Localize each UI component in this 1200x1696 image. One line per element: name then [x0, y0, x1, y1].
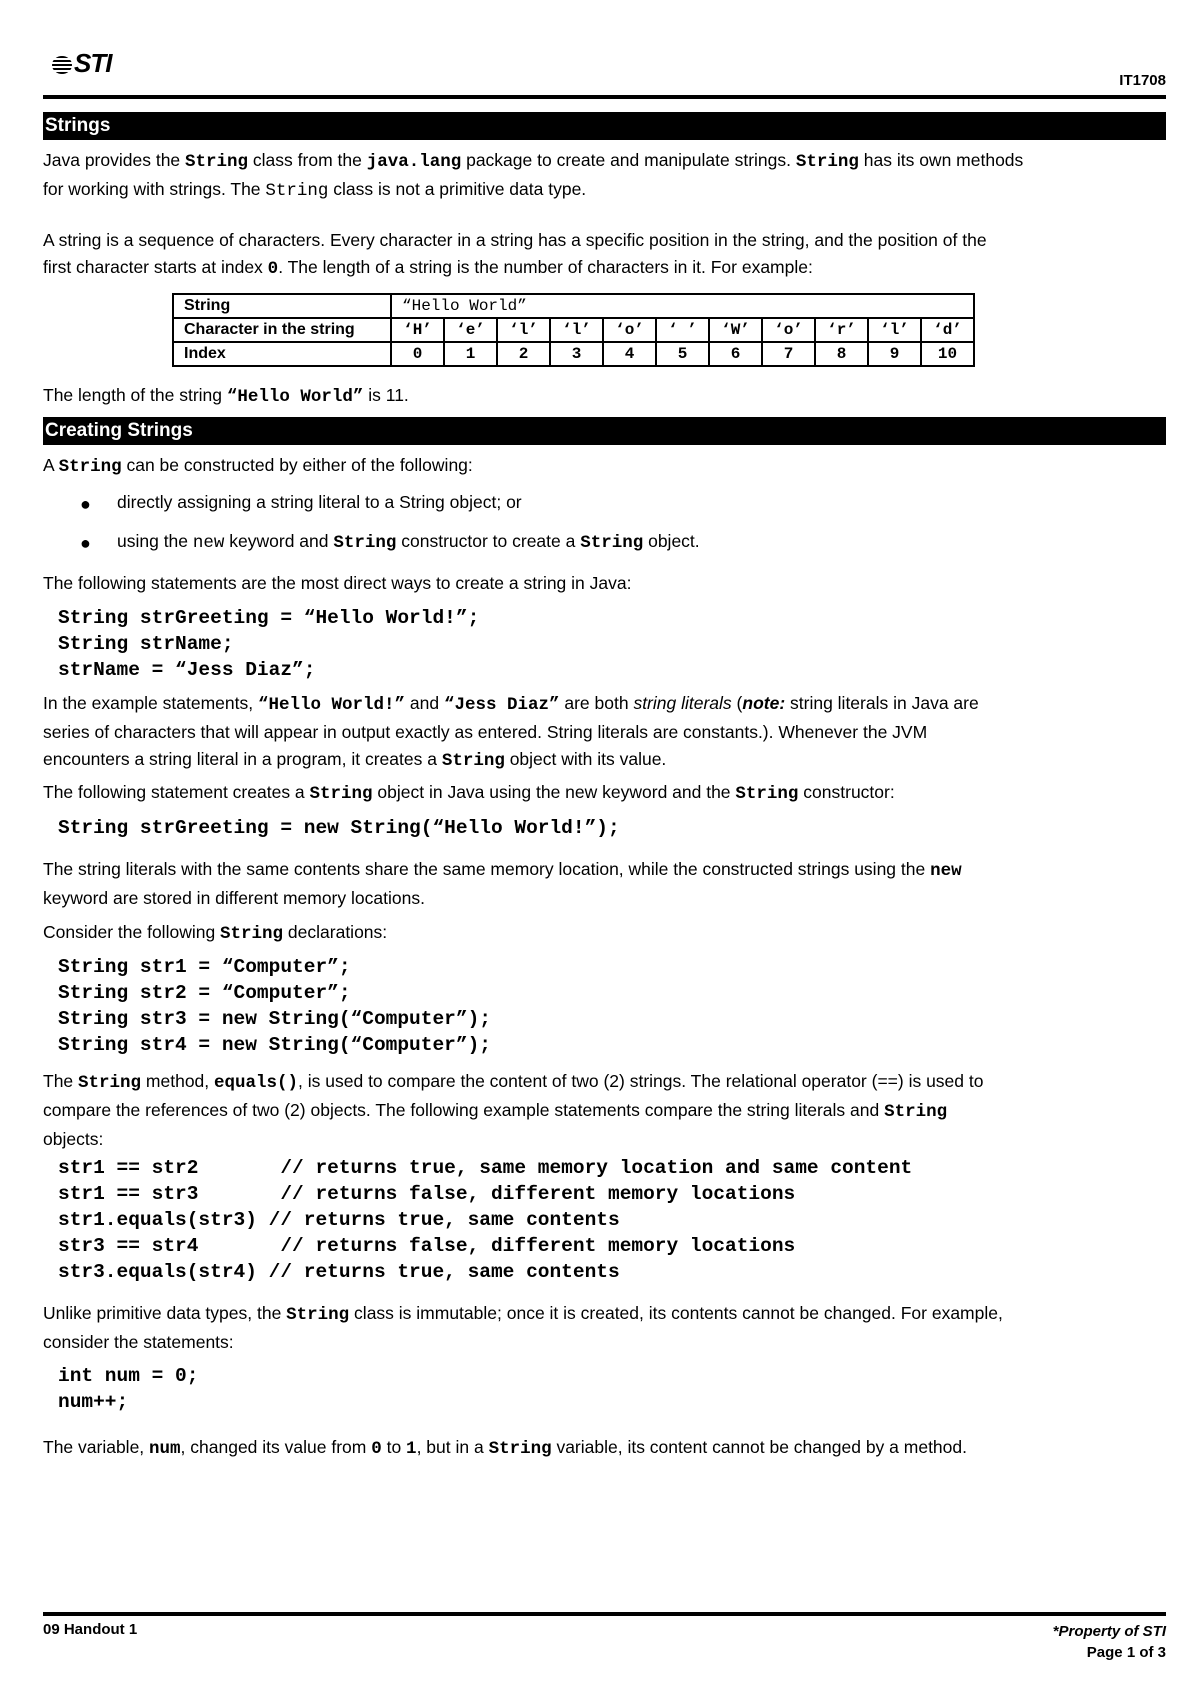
index-cell: 5	[656, 342, 709, 366]
paragraph-memory: The string literals with the same contents share the same memory location, while the constructed strings using the new keyword are stored in different memory locations.	[43, 859, 962, 908]
section-title-creating-strings: Creating Strings	[43, 417, 1166, 445]
bullet-dot-icon: ●	[80, 494, 91, 514]
char-cell: ‘e’	[444, 318, 497, 342]
paragraph-new-keyword: The following statement creates a String object in Java using the new keyword and the String constructor:	[43, 782, 895, 804]
footer-handout-label: 09 Handout 1	[43, 1621, 138, 1638]
index-cell: 4	[603, 342, 656, 366]
paragraph-sequence: A string is a sequence of characters. Every character in a string has a specific position in the string, and the position of the first character starts at index 0. The length of a string is the number of characters in it. For example:	[43, 230, 987, 279]
code-block-constructor: String strGreeting = new String(“Hello World!”);	[58, 817, 620, 839]
paragraph-length: The length of the string “Hello World” is 11.	[43, 385, 409, 407]
code-block-increment: int num = 0; num++;	[58, 1365, 199, 1413]
index-cell: 10	[921, 342, 974, 366]
code-block-declarations: String str1 = “Computer”; String str2 = “Computer”; String str3 = new String(“Computer”); String str4 = new String(“Computer”);	[58, 956, 491, 1056]
paragraph-final: The variable, num, changed its value from 0 to 1, but in a String variable, its content cannot be changed by a method.	[43, 1437, 967, 1459]
page-number: Page 1 of 3	[1086, 1644, 1166, 1661]
table-row	[173, 342, 974, 366]
document-code: IT1708	[1119, 72, 1166, 89]
table-row	[173, 318, 974, 342]
logo-globe-icon	[52, 56, 72, 74]
char-cell: ‘l’	[868, 318, 921, 342]
char-cell: ‘d’	[921, 318, 974, 342]
property-notice: *Property of STI	[1052, 1623, 1166, 1640]
index-cell: 2	[497, 342, 550, 366]
char-cell: ‘H’	[391, 318, 444, 342]
char-cell: ‘r’	[815, 318, 868, 342]
header-rule	[43, 95, 1166, 99]
paragraph-string-literals: In the example statements, “Hello World!” and “Jess Diaz” are both string literals (note: string literals in Java are series of characters that will appear in output exactly as entered. String literals are constants.). Whenever the JVM encounters a string literal in a program, it creates a String object with its value.	[43, 693, 979, 771]
sti-logo: STI	[52, 48, 111, 79]
bullet-item-constructor: using the new keyword and String constructor to create a String object.	[117, 531, 700, 553]
char-cell: ‘o’	[603, 318, 656, 342]
hello-world-index-table	[172, 293, 975, 367]
char-cell: ‘W’	[709, 318, 762, 342]
paragraph-immutable: Unlike primitive data types, the String class is immutable; once it is created, its contents cannot be changed. For example, consider the statements:	[43, 1303, 1003, 1352]
paragraph-direct-ways: The following statements are the most direct ways to create a string in Java:	[43, 573, 632, 593]
row-label-characters: Character in the string	[173, 318, 391, 342]
section-title-strings: Strings	[43, 112, 1166, 140]
bullet-item-literal: directly assigning a string literal to a String object; or	[117, 492, 522, 512]
paragraph-intro: Java provides the String class from the java.lang package to create and manipulate strings. String has its own methods for working with strings. The String class is not a primitive data type.	[43, 150, 1024, 201]
index-cell: 3	[550, 342, 603, 366]
paragraph-consider: Consider the following String declarations:	[43, 922, 388, 944]
row-label-index: Index	[173, 342, 391, 366]
paragraph-construct: A String can be constructed by either of the following:	[43, 455, 473, 477]
code-block-comparisons: str1 == str2 // returns true, same memory location and same content str1 == str3 // returns false, different memory locations str1.equals(str3) // returns true, same contents str3 == str4 // returns false, different memory locations str3.equals(str4) // returns true, same contents	[58, 1157, 913, 1283]
index-cell: 1	[444, 342, 497, 366]
index-cell: 0	[391, 342, 444, 366]
index-cell: 7	[762, 342, 815, 366]
bullet-dot-icon: ●	[80, 533, 91, 553]
index-cell: 8	[815, 342, 868, 366]
char-cell: ‘l’	[550, 318, 603, 342]
index-cell: 6	[709, 342, 762, 366]
char-cell: ‘l’	[497, 318, 550, 342]
footer-page-info	[1053, 1621, 1166, 1663]
footer-rule	[43, 1612, 1166, 1616]
table-row	[173, 294, 974, 318]
string-value: “Hello World”	[391, 294, 974, 318]
paragraph-equals: The String method, equals(), is used to compare the content of two (2) strings. The relational operator (==) is used to compare the references of two (2) objects. The following example statements compare the string literals and String objects:	[43, 1071, 984, 1149]
index-cell: 9	[868, 342, 921, 366]
char-cell: ‘ ’	[656, 318, 709, 342]
row-label-string: String	[173, 294, 391, 318]
char-cell: ‘o’	[762, 318, 815, 342]
code-block-literals: String strGreeting = “Hello World!”; String strName; strName = “Jess Diaz”;	[58, 607, 480, 681]
